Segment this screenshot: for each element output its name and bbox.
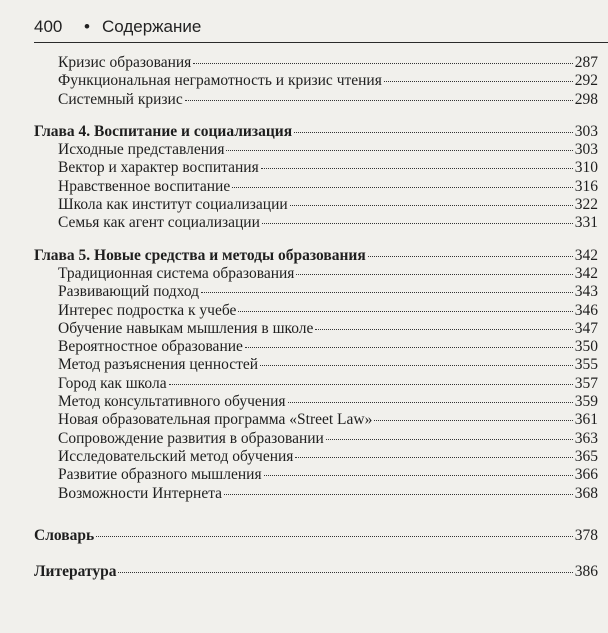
toc-entry[interactable] — [34, 356, 598, 374]
dot-leader — [264, 474, 573, 476]
dot-leader — [226, 149, 572, 151]
toc-entry[interactable] — [34, 375, 598, 393]
toc-entry-label: Метод консультативного обучения — [58, 393, 286, 411]
toc-entry-page: 355 — [574, 356, 598, 374]
dot-leader — [326, 438, 573, 440]
toc-entry-label: Школа как институт социализации — [58, 196, 288, 214]
toc-entry-page: 350 — [574, 338, 598, 356]
chapter-title: Глава 4. Воспитание и социализация — [34, 122, 293, 140]
dot-leader — [96, 535, 573, 537]
toc-entry-page: 359 — [574, 393, 598, 411]
toc-entry-label: Развивающий подход — [58, 283, 200, 301]
header-bullet: • — [84, 17, 90, 36]
toc-entry-page: 366 — [574, 466, 598, 484]
toc-glossary[interactable] — [34, 527, 598, 545]
toc-entry-label: Функциональная неграмотность и кризис чтения — [58, 72, 382, 90]
toc-entry-page: 292 — [574, 72, 598, 90]
toc-entry-label: Метод разъяснения ценностей — [58, 356, 259, 374]
toc-entry-label: Сопровождение развития в образовании — [58, 429, 324, 447]
dot-leader — [260, 364, 573, 366]
dot-leader — [368, 255, 573, 257]
toc-entry-page: 287 — [574, 54, 598, 71]
toc-chapter-4[interactable] — [34, 123, 598, 141]
table-of-contents — [34, 54, 598, 581]
toc-entry-label: Исследовательский метод обучения — [58, 447, 294, 465]
toc-entry-label: Вектор и характер воспитания — [58, 159, 259, 177]
toc-entry-label: Интерес подростка к учебе — [58, 301, 237, 319]
toc-entry-page: 357 — [574, 374, 598, 392]
toc-entry-page: 331 — [574, 214, 598, 232]
toc-entry[interactable] — [34, 411, 598, 429]
header-page-number: 400 — [34, 17, 63, 36]
toc-entry-label: Возможности Интернета — [58, 484, 223, 502]
section-page: 386 — [574, 563, 598, 581]
toc-entry-page: 343 — [574, 283, 598, 301]
toc-entry-page: 342 — [574, 264, 598, 282]
chapter-page: 303 — [574, 122, 598, 140]
toc-entry-label: Кризис образования — [58, 54, 192, 71]
toc-entry[interactable] — [34, 393, 598, 411]
dot-leader — [201, 291, 573, 293]
toc-entry[interactable] — [34, 430, 598, 448]
dot-leader — [384, 80, 573, 82]
toc-entry-label: Город как школа — [58, 374, 167, 392]
dot-leader — [193, 62, 572, 64]
toc-entry-label: Новая образовательная программа «Street Law» — [58, 411, 373, 429]
toc-entry-label: Системный кризис — [58, 90, 183, 108]
dot-leader — [185, 99, 573, 101]
dot-leader — [262, 222, 573, 224]
toc-entry-label: Семья как агент социализации — [58, 214, 260, 232]
toc-entry[interactable] — [34, 448, 598, 466]
dot-leader — [294, 131, 573, 133]
header-title: Содержание — [102, 17, 202, 36]
toc-entry-label: Вероятностное образование — [58, 338, 243, 356]
dot-leader — [238, 310, 572, 312]
running-header — [34, 16, 608, 43]
toc-entry[interactable] — [34, 91, 598, 109]
toc-entry[interactable] — [34, 54, 598, 72]
dot-leader — [224, 493, 573, 495]
toc-entry[interactable] — [34, 214, 598, 232]
toc-entry-page: 316 — [574, 177, 598, 195]
toc-entry[interactable] — [34, 141, 598, 159]
toc-entry-page: 322 — [574, 196, 598, 214]
dot-leader — [295, 456, 572, 458]
toc-entry-page: 310 — [574, 159, 598, 177]
dot-leader — [261, 167, 573, 169]
toc-entry[interactable] — [34, 466, 598, 484]
dot-leader — [374, 419, 572, 421]
toc-entry[interactable] — [34, 485, 598, 503]
toc-entry[interactable] — [34, 265, 598, 283]
dot-leader — [296, 273, 572, 275]
toc-entry[interactable] — [34, 196, 598, 214]
toc-entry[interactable] — [34, 320, 598, 338]
dot-leader — [288, 401, 573, 403]
toc-entry-page: 298 — [574, 90, 598, 108]
toc-entry-page: 303 — [574, 141, 598, 159]
toc-entry-page: 361 — [574, 411, 598, 429]
toc-entry-page: 365 — [574, 447, 598, 465]
toc-entry-page: 363 — [574, 429, 598, 447]
dot-leader — [315, 328, 572, 330]
dot-leader — [118, 571, 572, 573]
toc-chapter-5[interactable] — [34, 247, 598, 265]
section-title: Литература — [34, 563, 117, 581]
dot-leader — [232, 186, 573, 188]
toc-literature[interactable] — [34, 563, 598, 581]
toc-entry[interactable] — [34, 338, 598, 356]
toc-entry[interactable] — [34, 72, 598, 90]
toc-entry-label: Нравственное воспитание — [58, 177, 231, 195]
toc-entry-label: Обучение навыкам мышления в школе — [58, 319, 314, 337]
dot-leader — [169, 383, 573, 385]
toc-entry[interactable] — [34, 159, 598, 177]
dot-leader — [290, 204, 573, 206]
section-title: Словарь — [34, 526, 95, 544]
section-page: 378 — [574, 526, 598, 544]
chapter-page: 342 — [574, 246, 598, 264]
toc-entry[interactable] — [34, 178, 598, 196]
dot-leader — [245, 346, 573, 348]
toc-entry[interactable] — [34, 302, 598, 320]
chapter-title: Глава 5. Новые средства и методы образования — [34, 246, 366, 264]
toc-entry[interactable] — [34, 283, 598, 301]
toc-entry-page: 368 — [574, 484, 598, 502]
toc-entry-label: Развитие образного мышления — [58, 466, 262, 484]
toc-entry-label: Традиционная система образования — [58, 264, 295, 282]
toc-entry-page: 347 — [574, 319, 598, 337]
toc-entry-page: 346 — [574, 301, 598, 319]
toc-entry-label: Исходные представления — [58, 141, 225, 159]
